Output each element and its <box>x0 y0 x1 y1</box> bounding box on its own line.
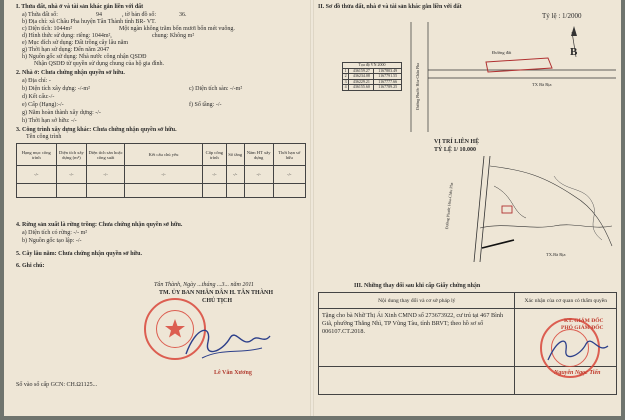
works-table <box>16 143 306 198</box>
section-6-heading: 6. Ghi chú: <box>16 263 45 269</box>
works-cell: -/- <box>226 166 244 184</box>
coord-cell: 436155.60 <box>349 85 374 91</box>
house-address: a) Địa chỉ: - <box>22 78 51 84</box>
town-label: TX Bà Rịa <box>532 82 552 87</box>
issuer-title: CHỦ TỊCH <box>202 298 233 304</box>
confirm-signature-icon <box>546 332 616 368</box>
issuer-signer-name: Lê Văn Xương <box>214 370 252 376</box>
works-header-cell: Số tầng <box>226 144 244 166</box>
works-header-cell: Kết cấu chủ yếu <box>124 144 202 166</box>
section-1-heading: I. Thửa đất, nhà ở và tài sản khác gắn liền với đất <box>16 4 144 10</box>
signature-icon <box>182 318 272 366</box>
house-structure: d) Kết cấu:-/- <box>22 94 55 100</box>
issue-date: Tân Thành, Ngày ...tháng ...3... năm 2011 <box>154 282 254 288</box>
confirm-subtitle: PHÓ GIÁM ĐỐC <box>561 325 604 331</box>
forest-origin: b) Nguồn gốc tạo lập: -/- <box>22 238 82 244</box>
land-parcel-value: 94 <box>96 12 102 18</box>
usage-origin-2: Nhận QSDĐ từ quyền sử dụng chung của hộ gia đình. <box>34 61 164 67</box>
works-cell: -/- <box>56 166 87 184</box>
coord-cell: 436159.27 <box>349 68 374 74</box>
coord-cell: 3 <box>343 79 349 85</box>
plot-letter: B <box>570 46 578 58</box>
registration-serial: Số vào sổ cấp GCN: CH.Ω1125... <box>16 382 98 388</box>
right-page <box>314 0 621 416</box>
location-scale: TỶ LỆ 1/ 10.000 <box>434 147 477 153</box>
change-entry-content: Tặng cho bà Nhữ Thị Ái Xinh CMND số 273673922, cư trú tại 467 Bình Giã, phường Thắng Nhì, TP Vũng Tàu, tỉnh BRVT; theo hồ sơ số 006107.CT.2018. <box>319 309 515 367</box>
house-build-area: b) Diện tích xây dựng: -/-m² <box>22 86 90 92</box>
location-town-label: TX.Bà Rịa <box>546 252 566 257</box>
diagram-scale: Tỷ lệ : 1/2000 <box>542 12 582 20</box>
forest-area: a) Diện tích có rừng: -/- m² <box>22 230 88 236</box>
works-cell: -/- <box>203 166 227 184</box>
section-2-heading: 2. Nhà ở: Chưa chứng nhận quyền sở hữu. <box>16 70 125 76</box>
works-header-cell: Diện tích sàn hoặc công suất <box>87 144 125 166</box>
works-header-cell: Diện tích xây dựng (m²) <box>56 144 87 166</box>
vertical-road-label: Đường Phước Hòa-Châu Pha <box>415 63 420 110</box>
section-4-heading: 4. Rừng sản xuất là rừng trồng: Chưa chứng nhận quyền sở hữu. <box>16 222 183 228</box>
changes-col-content: Nội dung thay đổi và cơ sở pháp lý <box>319 293 515 309</box>
works-header-cell: Cấp công trình <box>203 144 227 166</box>
location-heading: VỊ TRÍ LIÊN HỆ <box>434 139 480 145</box>
house-floor-area: c) Diện tích sàn: -/-m² <box>189 86 243 92</box>
house-ownership-term: h) Thời hạn sở hữu: -/- <box>22 118 77 124</box>
changes-heading: III. Những thay đổi sau khi cấp Giấy chứng nhận <box>354 283 481 289</box>
works-header-cell: Hạng mục công trình <box>17 144 57 166</box>
works-name-label: Tên công trình <box>26 134 62 140</box>
road-label: Đường đất <box>492 50 512 55</box>
coord-cell: 1167777.66 <box>374 79 402 85</box>
issuer-org: TM. ỦY BAN NHÂN DÂN H. TÂN THÀNH <box>159 290 274 296</box>
usage-shared: chung: Không m² <box>152 33 195 39</box>
usage-purpose: e) Mục đích sử dụng: Đất trồng cây lâu năm <box>22 40 129 46</box>
works-cell: -/- <box>244 166 273 184</box>
section-5-heading: 5. Cây lâu năm: Chưa chứng nhận quyền sở hữu. <box>16 251 142 257</box>
changes-col-confirm: Xác nhận của cơ quan có thẩm quyền <box>515 293 617 309</box>
left-page <box>4 0 310 416</box>
house-floors: f) Số tầng: -/- <box>189 102 222 108</box>
works-header-cell: Năm HT xây dựng <box>244 144 273 166</box>
house-completed: g) Năm hoàn thành xây dựng: -/- <box>22 110 101 116</box>
works-cell: -/- <box>124 166 202 184</box>
coordinates-table <box>342 62 402 91</box>
coord-cell: 4 <box>343 85 349 91</box>
location-map <box>434 156 614 262</box>
coord-cell: 436229.21 <box>349 79 374 85</box>
coord-cell: 1167791.55 <box>374 74 402 80</box>
address-line: b) Địa chỉ: xã Châu Pha huyện Tân Thành tỉnh BR- VT. <box>22 19 156 25</box>
works-header-cell: Thời hạn sở hữu <box>273 144 305 166</box>
land-parcel-label: a) Thửa đất số: <box>22 12 58 18</box>
usage-origin: h) Nguồn gốc sử dụng: Nhà nước công nhận QSDĐ <box>22 54 147 60</box>
coord-cell: 1167803.49 <box>374 68 402 74</box>
section-3-heading: 3. Công trình xây dựng khác: Chưa chứng nhận quyền sở hữu. <box>16 127 177 133</box>
map-sheet-label: , tờ bản đồ số: <box>122 12 157 18</box>
works-cell: -/- <box>17 166 57 184</box>
coordinates-header: Tọa độ VN 2000 <box>343 63 402 69</box>
usage-form-line: d) Hình thức sử dụng: riêng: 1044m², <box>22 33 112 39</box>
map-sheet-value: 36. <box>179 12 187 18</box>
usage-term: g) Thời hạn sử dụng: Đến năm 2047 <box>22 47 110 53</box>
certificate-sheet <box>4 0 621 416</box>
coord-cell: 2 <box>343 74 349 80</box>
coord-cell: 1167789.25 <box>374 85 402 91</box>
coord-cell: 1 <box>343 68 349 74</box>
works-cell: -/- <box>87 166 125 184</box>
diagram-section-heading: II. Sơ đồ thửa đất, nhà ở và tài sản khác gắn liền với đất <box>318 4 462 10</box>
location-road-label: Đường Phước Hòa-Châu Pha <box>444 182 454 230</box>
confirm-signer-name: Nguyễn Ngọc Tiến <box>554 370 601 376</box>
area-words: Một ngàn không trăm bốn mươi bốn mét vuông. <box>119 26 235 32</box>
house-grade: e) Cấp (Hạng):-/- <box>22 102 64 108</box>
confirm-title: KT. GIÁM ĐỐC <box>564 318 604 324</box>
works-cell: -/- <box>273 166 305 184</box>
area-line: c) Diện tích: 1044m² <box>22 26 72 32</box>
coord-cell: 436234.08 <box>349 74 374 80</box>
